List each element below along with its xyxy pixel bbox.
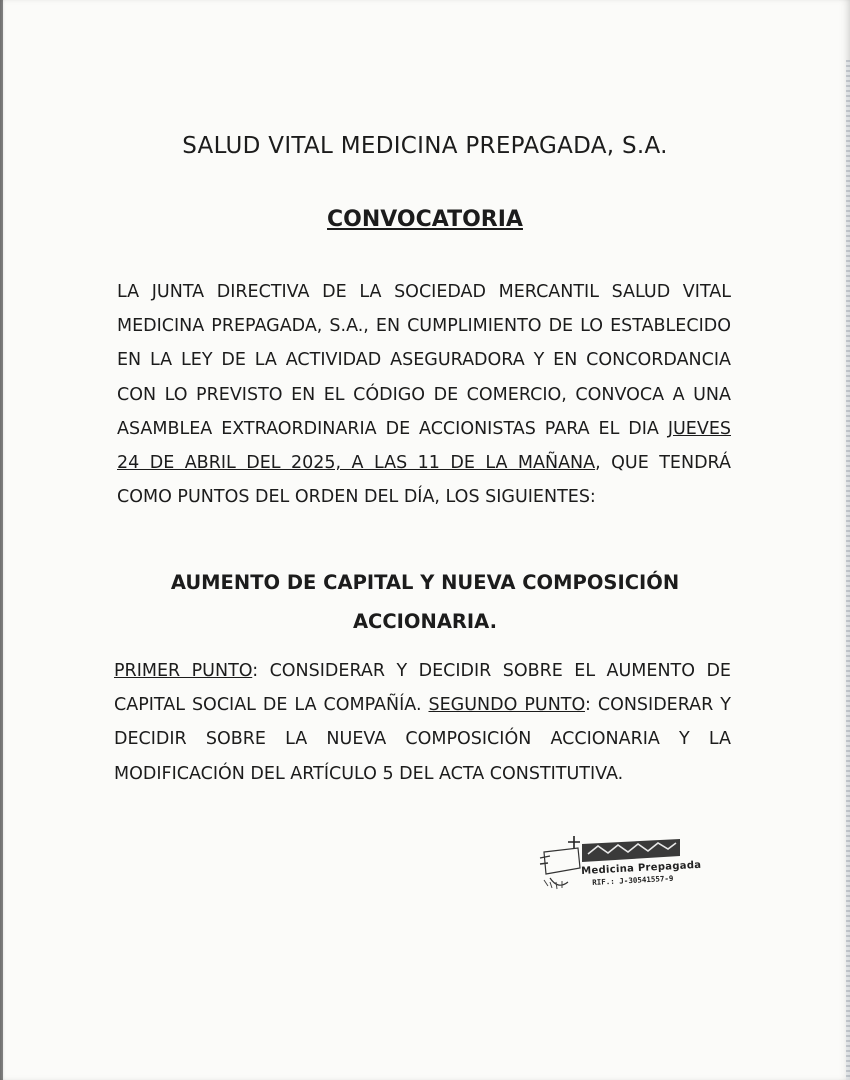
convocation-text-start: LA JUNTA DIRECTIVA DE LA SOCIEDAD MERCANTIL SALUD VITAL MEDICINA PREPAGADA, S.A., EN CUMPLIMIENTO DE LO ESTABLECIDO EN LA LEY DE LA ACTIVIDAD ASEGURADORA Y EN CONCORDANCIA CON LO PREVISTO EN EL CÓDIGO DE COMERCIO, CONVOCA A UNA ASAMBLEA EXTRAORDINARIA DE ACCIONISTAS PARA EL DIA — [117, 282, 731, 439]
agenda-title-line-1: AUMENTO DE CAPITAL Y NUEVA COMPOSICIÓN — [170, 571, 680, 594]
second-point-label: SEGUNDO PUNTO — [428, 695, 585, 716]
convocation-text-end: , QUE TENDRÁ COMO PUNTOS DEL ORDEN DEL DÍA, LOS SIGUIENTES: — [117, 453, 731, 508]
stamp-text-line-1: Medicina Prepagada — [581, 859, 702, 877]
stamp-text-line-2: RIF.: J-30541557-9 — [592, 873, 674, 887]
page-left-edge — [0, 0, 3, 1080]
first-point-text: : CONSIDERAR Y DECIDIR SOBRE EL AUMENTO DE CAPITAL SOCIAL DE LA COMPAÑÍA. — [114, 661, 731, 716]
first-point-label: PRIMER PUNTO — [114, 661, 253, 681]
agenda-title-line-2: ACCIONARIA. — [352, 610, 498, 633]
document-heading: CONVOCATORIA — [327, 207, 523, 232]
second-point-text: : CONSIDERAR Y DECIDIR SOBRE LA NUEVA COMPOSICIÓN ACCIONARIA Y LA MODIFICACIÓN DEL ARTÍCULO 5 DEL ACTA CONSTITUTIVA. — [114, 695, 731, 784]
agenda-points-paragraph — [114, 654, 731, 791]
company-name: SALUD VITAL MEDICINA PREPAGADA, S.A. — [182, 133, 668, 159]
meeting-date: JUEVES 24 DE ABRIL DEL 2025, A LAS 11 DE LA MAÑANA — [117, 418, 731, 474]
convocation-paragraph — [117, 275, 731, 514]
agenda-title — [0, 563, 850, 641]
